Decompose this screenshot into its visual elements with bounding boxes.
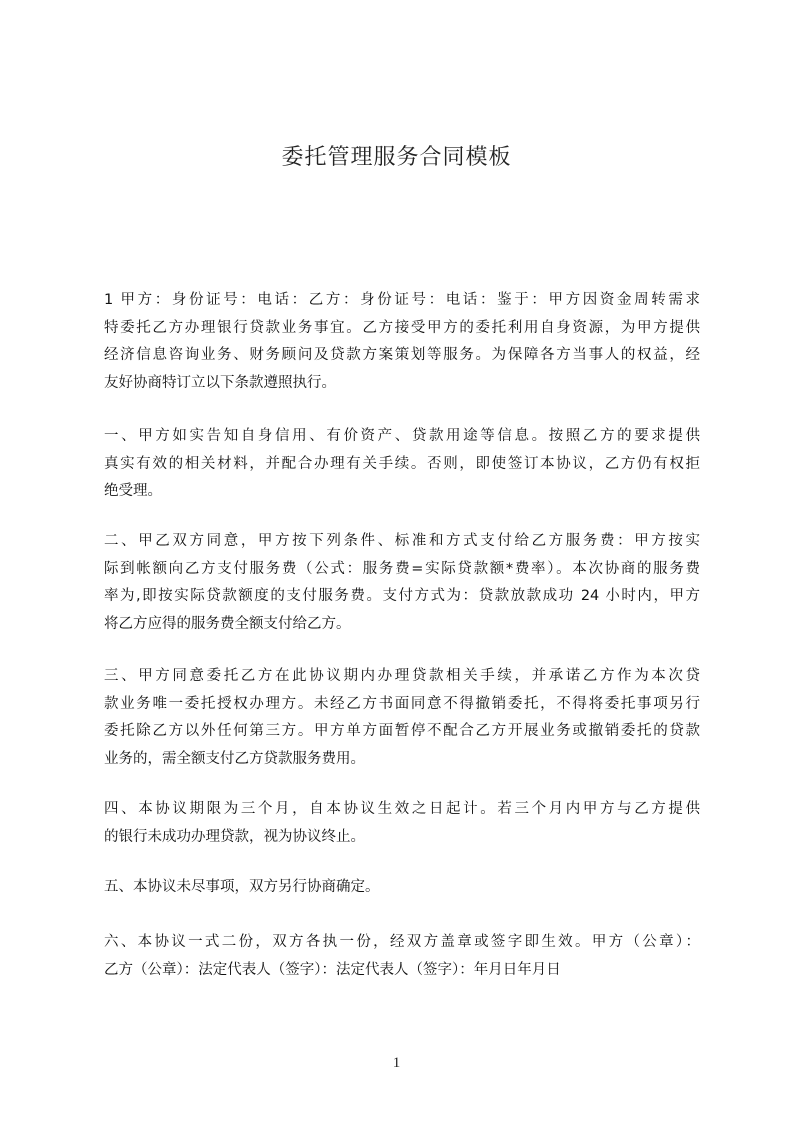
paragraph-clause-2 bbox=[104, 528, 700, 638]
paragraph-clause-3 bbox=[104, 663, 700, 773]
text-line: 将乙方应得的服务费全额支付给乙方。 bbox=[104, 615, 351, 632]
text-line: 业务的，需全额支付乙方贷款服务费用。 bbox=[104, 750, 365, 767]
paragraph-clause-6 bbox=[104, 929, 700, 984]
text-line: 率为,即按实际贷款额度的支付服务费。支付方式为：贷款放款成功 24 小时内，甲方 bbox=[104, 588, 700, 604]
text-line: 绝受理。 bbox=[104, 483, 162, 499]
text-line: 际到帐额向乙方支付服务费（公式：服务费=实际贷款额*费率）。本次协商的服务费 bbox=[104, 560, 700, 577]
document-title: 委托管理服务合同模板 bbox=[281, 145, 512, 170]
text-line: 友好协商特订立以下条款遵照执行。 bbox=[104, 374, 336, 391]
text-line: 委托除乙方以外任何第三方。甲方单方面暂停不配合乙方开展业务或撤销委托的贷款 bbox=[104, 723, 700, 739]
text-line: 的银行未成功办理贷款，视为协议终止。 bbox=[104, 828, 365, 845]
text-line: 六、本协议一式二份，双方各执一份，经双方盖章或签字即生效。甲方（公章）： bbox=[104, 934, 700, 950]
text-line: 特委托乙方办理银行贷款业务事宜。乙方接受甲方的委托利用自身资源，为甲方提供 bbox=[104, 319, 700, 336]
text-line: 四、本协议期限为三个月，自本协议生效之日起计。若三个月内甲方与乙方提供 bbox=[104, 801, 700, 817]
paragraph-clause-1 bbox=[104, 423, 700, 506]
text-line: 乙方（公章）：法定代表人（签字）：法定代表人（签字）：年月日年月日 bbox=[104, 961, 561, 978]
text-line: 款业务唯一委托授权办理方。未经乙方书面同意不得撤销委托，不得将委托事项另行 bbox=[104, 695, 700, 712]
paragraph-preamble bbox=[104, 287, 700, 397]
page-number: 1 bbox=[392, 1055, 401, 1071]
text-line: 五、本协议未尽事项，双方另行协商确定。 bbox=[104, 879, 380, 895]
text-line: 三、甲方同意委托乙方在此协议期内办理贷款相关手续，并承诺乙方作为本次贷 bbox=[104, 668, 700, 684]
paragraph-clause-5 bbox=[104, 874, 700, 902]
text-line: 二、甲乙双方同意，甲方按下列条件、标准和方式支付给乙方服务费：甲方按实 bbox=[104, 533, 700, 549]
paragraph-clause-4 bbox=[104, 796, 700, 851]
text-line: 经济信息咨询业务、财务顾问及贷款方案策划等服务。为保障各方当事人的权益，经 bbox=[104, 347, 700, 363]
text-line: 真实有效的相关材料，并配合办理有关手续。否则，即使签订本协议，乙方仍有权拒 bbox=[104, 455, 700, 472]
text-line: 一、甲方如实告知自身信用、有价资产、贷款用途等信息。按照乙方的要求提供 bbox=[104, 428, 700, 444]
text-line: 1 甲方：身份证号：电话：乙方：身份证号：电话：鉴于：甲方因资金周转需求 bbox=[104, 292, 700, 308]
